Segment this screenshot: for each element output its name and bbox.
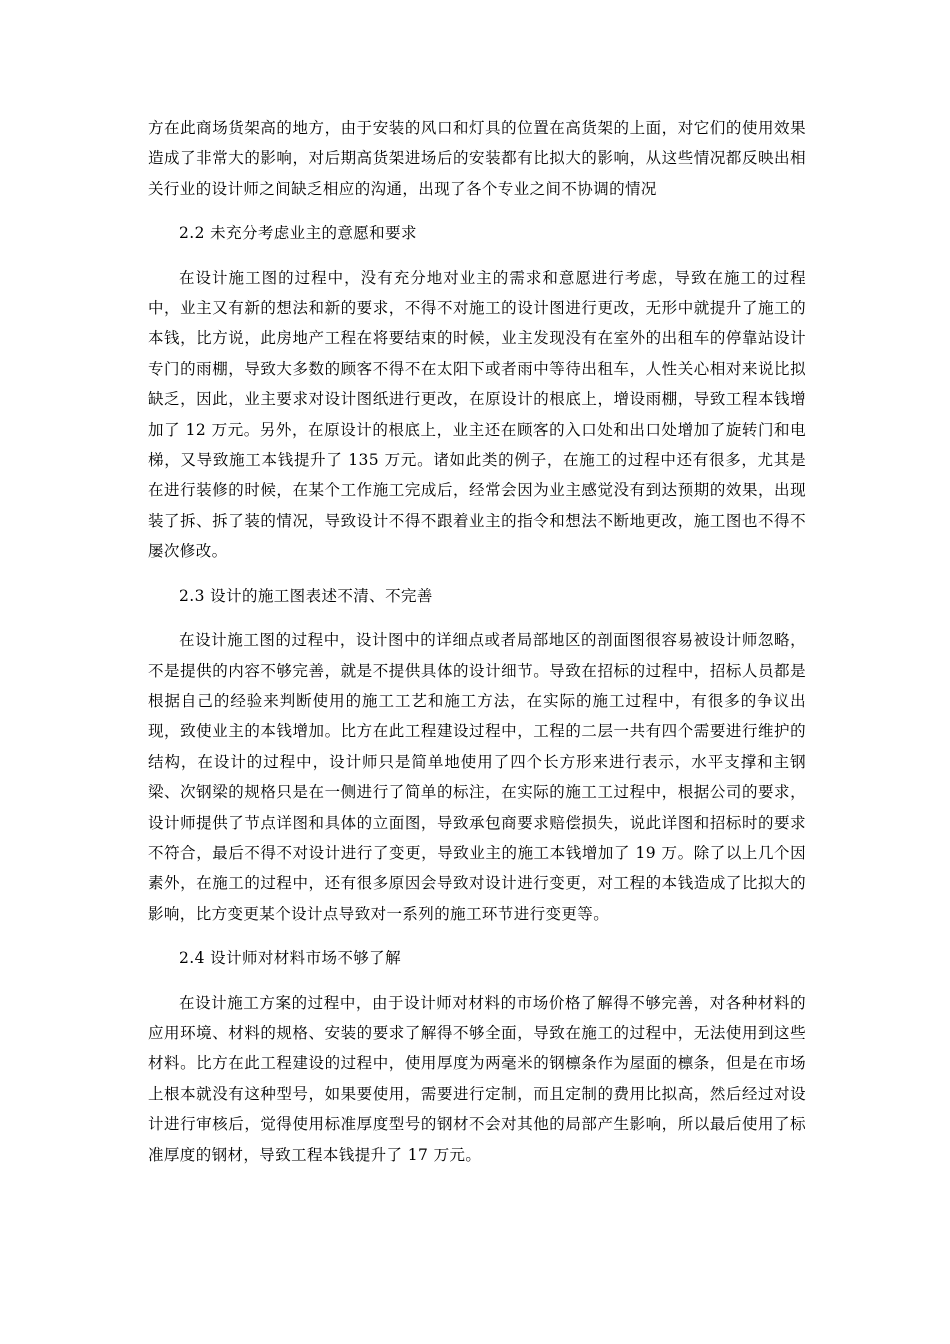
paragraph-section-2-4: 在设计施工方案的过程中，由于设计师对材料的市场价格了解得不够完善，对各种材料的应用环境、材料的规格、安装的要求了解得不够全面，导致在施工的过程中，无法使用到这些材料。比方在此工程建设的过程中，使用厚度为两毫米的钢檩条作为屋面的檩条，但是在市场上根本就没有这种型号，如果要使用，需要进行定制，而且定制的费用比拟高，然后经过对设计进行审核后，觉得使用标准厚度型号的钢材不会对其他的局部产生影响，所以最后使用了标准厚度的钢材，导致工程本钱提升了 17 万元。 xyxy=(148,993,806,1164)
section-heading-2-3: 2.3 设计的施工图表述不清、不完善 xyxy=(179,586,433,605)
paragraph-section-2-2: 在设计施工图的过程中，没有充分地对业主的需求和意愿进行考虑，导致在施工的过程中，业主又有新的想法和新的要求，不得不对施工的设计图进行更改，无形中就提升了施工的本钱，比方说，此房地产工程在将要结束的时候，业主发现没有在室外的出租车的停靠站设计专门的雨棚，导致大多数的顾客不得不在太阳下或者雨中等待出租车，人性关心相对来说比拟缺乏，因此，业主要求对设计图纸进行更改，在原设计的根底上，增设雨棚，导致工程本钱增加了 12 万元。另外，在原设计的根底上，业主还在顾客的入口处和出口处增加了旋转门和电梯，又导致施工本钱提升了 135 万元。诸如此类的例子，在施工的过程中还有很多，尤其是在进行装修的时候，在某个工作施工完成后，经常会因为业主感觉没有到达预期的效果，出现装了拆、拆了装的情况，导致设计不得不跟着业主的指令和想法不断地更改，施工图也不得不屡次修改。 xyxy=(148,268,806,561)
section-heading-2-2: 2.2 未充分考虑业主的意愿和要求 xyxy=(179,224,417,243)
paragraph-section-2-3: 在设计施工图的过程中，设计图中的详细点或者局部地区的剖面图很容易被设计师忽略，不是提供的内容不够完善，就是不提供具体的设计细节。导致在招标的过程中，招标人员都是根据自己的经验来判断使用的施工工艺和施工方法，在实际的施工过程中，有很多的争议出现，致使业主的本钱增加。比方在此工程建设过程中，工程的二层一共有四个需要进行维护的结构，在设计的过程中，设计师只是简单地使用了四个长方形来进行表示，水平支撑和主钢梁、次钢梁的规格只是在一侧进行了简单的标注，在实际的施工工过程中，根据公司的要求，设计师提供了节点详图和具体的立面图，导致承包商要求赔偿损失，说此详图和招标时的要求不符合，最后不得不对设计进行了变更，导致业主的施工本钱增加了 19 万。除了以上几个因素外，在施工的过程中，还有很多原因会导致对设计进行变更，对工程的本钱造成了比拟大的影响，比方变更某个设计点导致对一系列的施工环节进行变更等。 xyxy=(148,631,806,923)
section-heading-2-4: 2.4 设计师对材料市场不够了解 xyxy=(179,949,401,968)
document-body xyxy=(148,113,806,1170)
paragraph-continuation: 方在此商场货架高的地方，由于安装的风口和灯具的位置在高货架的上面，对它们的使用效果造成了非常大的影响，对后期高货架进场后的安装都有比拟大的影响，从这些情况都反映出相关行业的设计师之间缺乏相应的沟通，出现了各个专业之间不协调的情况 xyxy=(148,119,806,198)
